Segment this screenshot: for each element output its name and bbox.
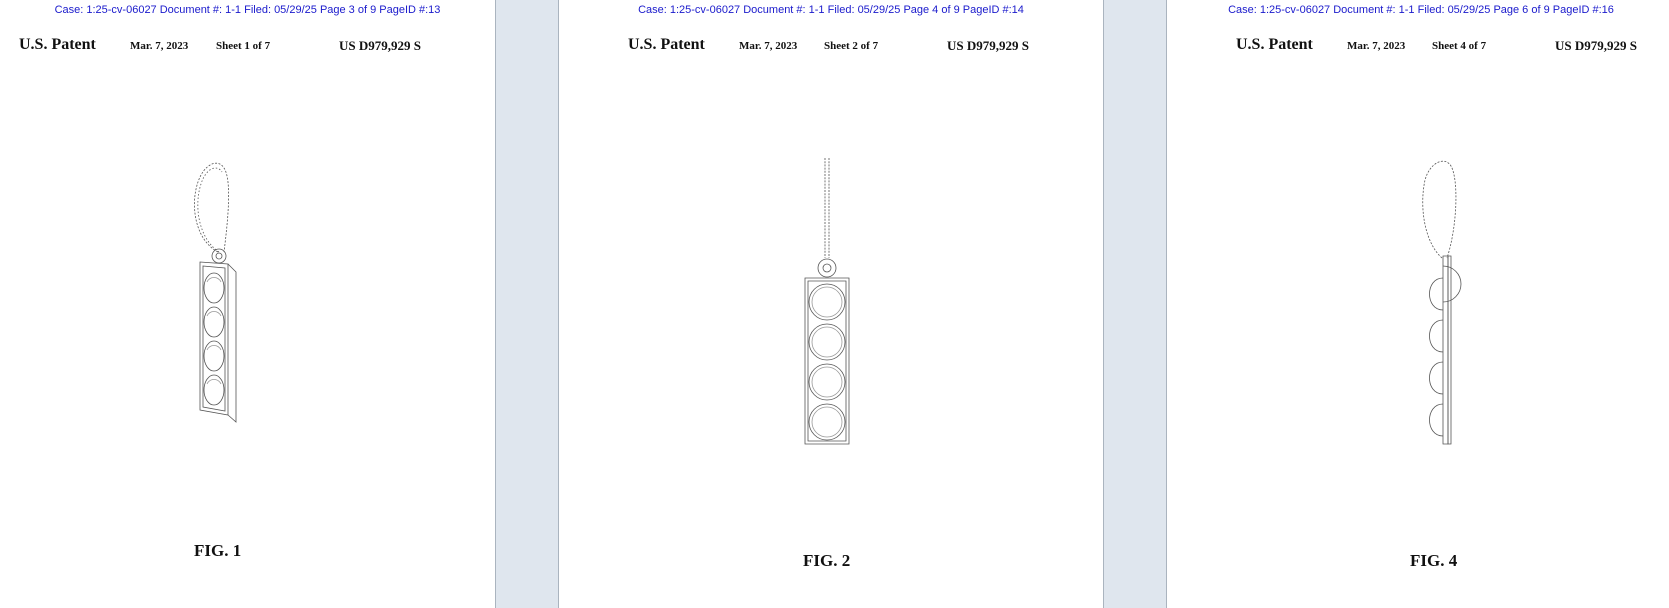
patent-number: US D979,929 S xyxy=(947,38,1029,53)
document-page-1 xyxy=(0,0,495,608)
patent-label: U.S. Patent xyxy=(19,36,96,53)
patent-date: Mar. 7, 2023 xyxy=(739,40,798,52)
patent-number: US D979,929 S xyxy=(1555,38,1637,53)
patent-date: Mar. 7, 2023 xyxy=(130,40,189,52)
sheet-number: Sheet 4 of 7 xyxy=(1432,40,1487,52)
figure-label: FIG. 2 xyxy=(803,551,851,570)
patent-header xyxy=(1167,36,1669,56)
figure-2-drawing xyxy=(802,158,852,448)
document-page-2 xyxy=(559,0,1103,608)
patent-label: U.S. Patent xyxy=(1236,36,1313,53)
page-divider xyxy=(495,0,496,608)
patent-header xyxy=(0,36,495,56)
page-divider xyxy=(1103,0,1104,608)
patent-date: Mar. 7, 2023 xyxy=(1347,40,1406,52)
patent-number: US D979,929 S xyxy=(339,38,421,53)
document-page-3 xyxy=(1167,0,1669,608)
figure-4-drawing xyxy=(1415,158,1465,448)
sheet-number: Sheet 1 of 7 xyxy=(216,40,271,52)
figure-label: FIG. 4 xyxy=(1410,551,1458,570)
patent-header xyxy=(559,36,1103,56)
figure-label: FIG. 1 xyxy=(194,541,242,560)
case-header-line: Case: 1:25-cv-06027 Document #: 1-1 Filed: 05/29/25 Page 4 of 9 PageID #:14 xyxy=(638,4,1024,16)
patent-label: U.S. Patent xyxy=(628,36,705,53)
sheet-number: Sheet 2 of 7 xyxy=(824,40,879,52)
figure-1-drawing xyxy=(190,160,250,420)
case-header-line: Case: 1:25-cv-06027 Document #: 1-1 Filed: 05/29/25 Page 3 of 9 PageID #:13 xyxy=(54,4,441,16)
case-header-line: Case: 1:25-cv-06027 Document #: 1-1 Filed: 05/29/25 Page 6 of 9 PageID #:16 xyxy=(1228,4,1614,16)
